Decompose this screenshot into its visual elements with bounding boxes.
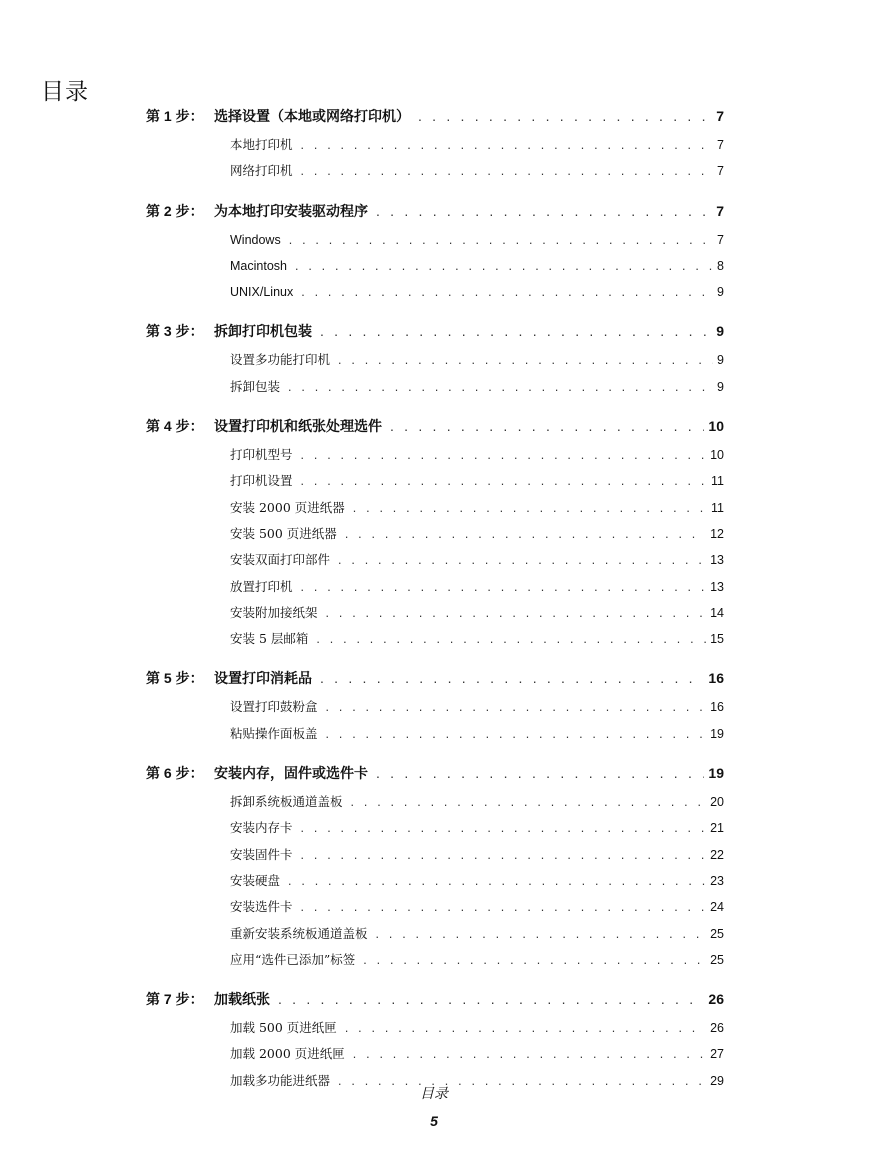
toc-page-number: 26 [710, 1021, 724, 1036]
toc-sub-entry[interactable] [230, 626, 724, 652]
toc-sub-title: Windows [230, 232, 281, 247]
toc-page-number: 7 [716, 202, 724, 219]
toc-sub-entry[interactable] [230, 789, 724, 815]
dot-leader [326, 694, 707, 720]
toc-sub-title: 粘贴操作面板盖 [230, 725, 318, 741]
toc-sub-entry[interactable] [230, 521, 724, 547]
toc-sub-entry[interactable] [230, 374, 724, 400]
dot-leader [376, 921, 707, 947]
dot-leader [288, 374, 713, 400]
toc-sub-title: UNIX/Linux [230, 285, 294, 300]
toc-page-number: 10 [710, 448, 724, 463]
toc-sub-title: 拆卸包装 [230, 378, 281, 394]
toc-page-number: 25 [710, 926, 724, 941]
dot-leader [353, 495, 707, 521]
footer-page-number: 5 [430, 1113, 438, 1129]
dot-leader [326, 600, 707, 626]
dot-leader [316, 626, 706, 652]
toc-step-label: 第 2 步： [146, 202, 204, 219]
dot-leader [345, 1015, 706, 1041]
toc-page-number: 13 [710, 553, 724, 568]
toc-sub-title: 安装 500 页进纸器 [230, 525, 337, 541]
dot-leader [320, 315, 712, 347]
toc-page-number: 15 [710, 632, 724, 647]
toc-page-number: 9 [717, 285, 724, 300]
dot-leader [390, 410, 704, 442]
toc-page-number: 14 [710, 605, 724, 620]
toc-sub-entry[interactable] [230, 279, 724, 305]
toc-sub-title: 安装硬盘 [230, 872, 281, 888]
toc-step-section [146, 195, 724, 306]
toc-sub-title: 安装固件卡 [230, 846, 293, 862]
dot-leader [301, 158, 714, 184]
dot-leader [351, 789, 707, 815]
toc-step-entry[interactable] [146, 410, 724, 442]
toc-page-number: 8 [717, 258, 724, 273]
toc-step-label: 第 4 步： [146, 418, 204, 435]
toc-step-section [146, 983, 724, 1094]
toc-step-section [146, 410, 724, 652]
toc-page-number: 7 [717, 232, 724, 247]
toc-sub-entry[interactable] [230, 894, 724, 920]
toc-step-title: 为本地打印安装驱动程序 [214, 202, 368, 219]
dot-leader [278, 983, 704, 1015]
dot-leader [301, 442, 707, 468]
toc-sub-title: 网络打印机 [230, 163, 293, 179]
toc-sub-title: 拆卸系统板通道盖板 [230, 794, 343, 810]
toc-step-entry[interactable] [146, 315, 724, 347]
toc-sub-entry[interactable] [230, 868, 724, 894]
toc-page-number: 19 [710, 726, 724, 741]
dot-leader [353, 1041, 706, 1067]
dot-leader [288, 868, 706, 894]
toc-page-number: 29 [710, 1073, 724, 1088]
toc-sub-title: 加载 2000 页进纸匣 [230, 1046, 345, 1062]
toc-page-number: 13 [710, 579, 724, 594]
toc-sub-title: 安装 2000 页进纸器 [230, 499, 345, 515]
toc-page-number: 21 [710, 821, 724, 836]
toc-page-number: 7 [717, 164, 724, 179]
toc-step-entry[interactable] [146, 757, 724, 789]
toc-sub-entry[interactable] [230, 947, 724, 973]
toc-step-entry[interactable] [146, 662, 724, 694]
toc-sub-title: 重新安装系统板通道盖板 [230, 925, 368, 941]
toc-sub-entry[interactable] [230, 815, 724, 841]
toc-sub-entry[interactable] [230, 694, 724, 720]
toc-page-number: 9 [717, 353, 724, 368]
footer-title: 目录 [420, 1085, 448, 1101]
dot-leader [301, 132, 714, 158]
dot-leader [376, 757, 704, 789]
toc-page-number: 9 [717, 379, 724, 394]
toc-sub-entry[interactable] [230, 1015, 724, 1041]
toc-sub-entry[interactable] [230, 227, 724, 253]
toc-step-section [146, 662, 724, 747]
dot-leader [338, 347, 713, 373]
toc-sub-title: 加载多功能进纸器 [230, 1072, 331, 1088]
toc-step-entry[interactable] [146, 100, 724, 132]
toc-step-section [146, 100, 724, 185]
toc-step-label: 第 3 步： [146, 323, 204, 340]
toc-sub-title: 设置打印鼓粉盒 [230, 699, 318, 715]
toc-page-number: 27 [710, 1047, 724, 1062]
toc-page-number: 25 [710, 952, 724, 967]
toc-sub-entry[interactable] [230, 721, 724, 747]
toc-step-label: 第 5 步： [146, 670, 204, 687]
toc-sub-entry[interactable] [230, 253, 724, 279]
toc-page-number: 16 [708, 670, 724, 687]
toc-sub-title: 安装双面打印部件 [230, 552, 331, 568]
toc-step-label: 第 6 步： [146, 765, 204, 782]
dot-leader [301, 574, 707, 600]
toc-page-number: 24 [710, 900, 724, 915]
toc-page-number: 11 [711, 474, 724, 489]
toc-sub-title: 打印机型号 [230, 447, 293, 463]
toc-step-section [146, 315, 724, 400]
toc-page-number: 12 [710, 526, 724, 541]
toc-step-title: 设置打印机和纸张处理选件 [214, 418, 382, 435]
toc-sub-entry[interactable] [230, 495, 724, 521]
toc-sub-entry[interactable] [230, 842, 724, 868]
toc-sub-entry[interactable] [230, 547, 724, 573]
dot-leader [363, 947, 706, 973]
toc-page-number: 20 [710, 795, 724, 810]
toc-sub-title: 安装附加接纸架 [230, 604, 318, 620]
toc-page-number: 19 [708, 765, 724, 782]
toc-step-label: 第 7 步： [146, 991, 204, 1008]
toc-page-number: 26 [708, 991, 724, 1008]
dot-leader [301, 894, 707, 920]
dot-leader [338, 547, 706, 573]
table-of-contents [146, 100, 724, 1104]
toc-sub-title: 安装 5 层邮箱 [230, 631, 309, 647]
toc-step-section [146, 757, 724, 973]
toc-page-number: 9 [716, 323, 724, 340]
dot-leader [376, 195, 712, 227]
toc-sub-entry[interactable] [230, 347, 724, 373]
toc-sub-entry[interactable] [230, 574, 724, 600]
dot-leader [301, 279, 713, 305]
dot-leader [301, 815, 707, 841]
toc-sub-entry[interactable] [230, 600, 724, 626]
toc-page-number: 7 [716, 108, 724, 124]
toc-sub-title: 应用“选件已添加”标签 [230, 951, 356, 967]
toc-sub-entry[interactable] [230, 442, 724, 468]
dot-leader [289, 227, 713, 253]
dot-leader [418, 100, 712, 132]
dot-leader [326, 721, 707, 747]
toc-step-title: 拆卸打印机包装 [214, 323, 312, 340]
toc-sub-entry[interactable] [230, 132, 724, 158]
dot-leader [301, 842, 707, 868]
toc-step-title: 设置打印消耗品 [214, 670, 312, 687]
toc-page-number: 23 [710, 873, 724, 888]
dot-leader [320, 662, 704, 694]
toc-step-label: 第 1 步： [146, 108, 204, 124]
toc-sub-entry[interactable] [230, 1041, 724, 1067]
toc-step-title: 加载纸张 [214, 991, 270, 1008]
toc-sub-entry[interactable] [230, 158, 724, 184]
toc-step-entry[interactable] [146, 195, 724, 227]
toc-page-number: 10 [708, 418, 724, 435]
toc-sub-title: 打印机设置 [230, 473, 293, 489]
dot-leader [295, 253, 713, 279]
toc-page-number: 11 [711, 500, 724, 515]
page-title: 目录 [41, 78, 89, 105]
dot-leader [345, 521, 706, 547]
toc-step-entry[interactable] [146, 983, 724, 1015]
toc-page-number: 22 [710, 847, 724, 862]
dot-leader [301, 468, 708, 494]
toc-sub-entry[interactable] [230, 921, 724, 947]
toc-page-number: 16 [710, 700, 724, 715]
toc-step-title: 选择设置（本地或网络打印机） [214, 108, 410, 124]
toc-sub-title: 本地打印机 [230, 137, 293, 152]
toc-sub-title: 放置打印机 [230, 578, 293, 594]
toc-sub-title: 安装选件卡 [230, 899, 293, 915]
toc-page-number: 7 [717, 138, 724, 152]
toc-sub-title: 设置多功能打印机 [230, 352, 331, 368]
toc-step-title: 安装内存，固件或选件卡 [214, 765, 368, 782]
toc-sub-title: 安装内存卡 [230, 820, 293, 836]
toc-sub-title: 加载 500 页进纸匣 [230, 1020, 337, 1036]
toc-sub-title: Macintosh [230, 258, 287, 273]
toc-sub-entry[interactable] [230, 468, 724, 494]
